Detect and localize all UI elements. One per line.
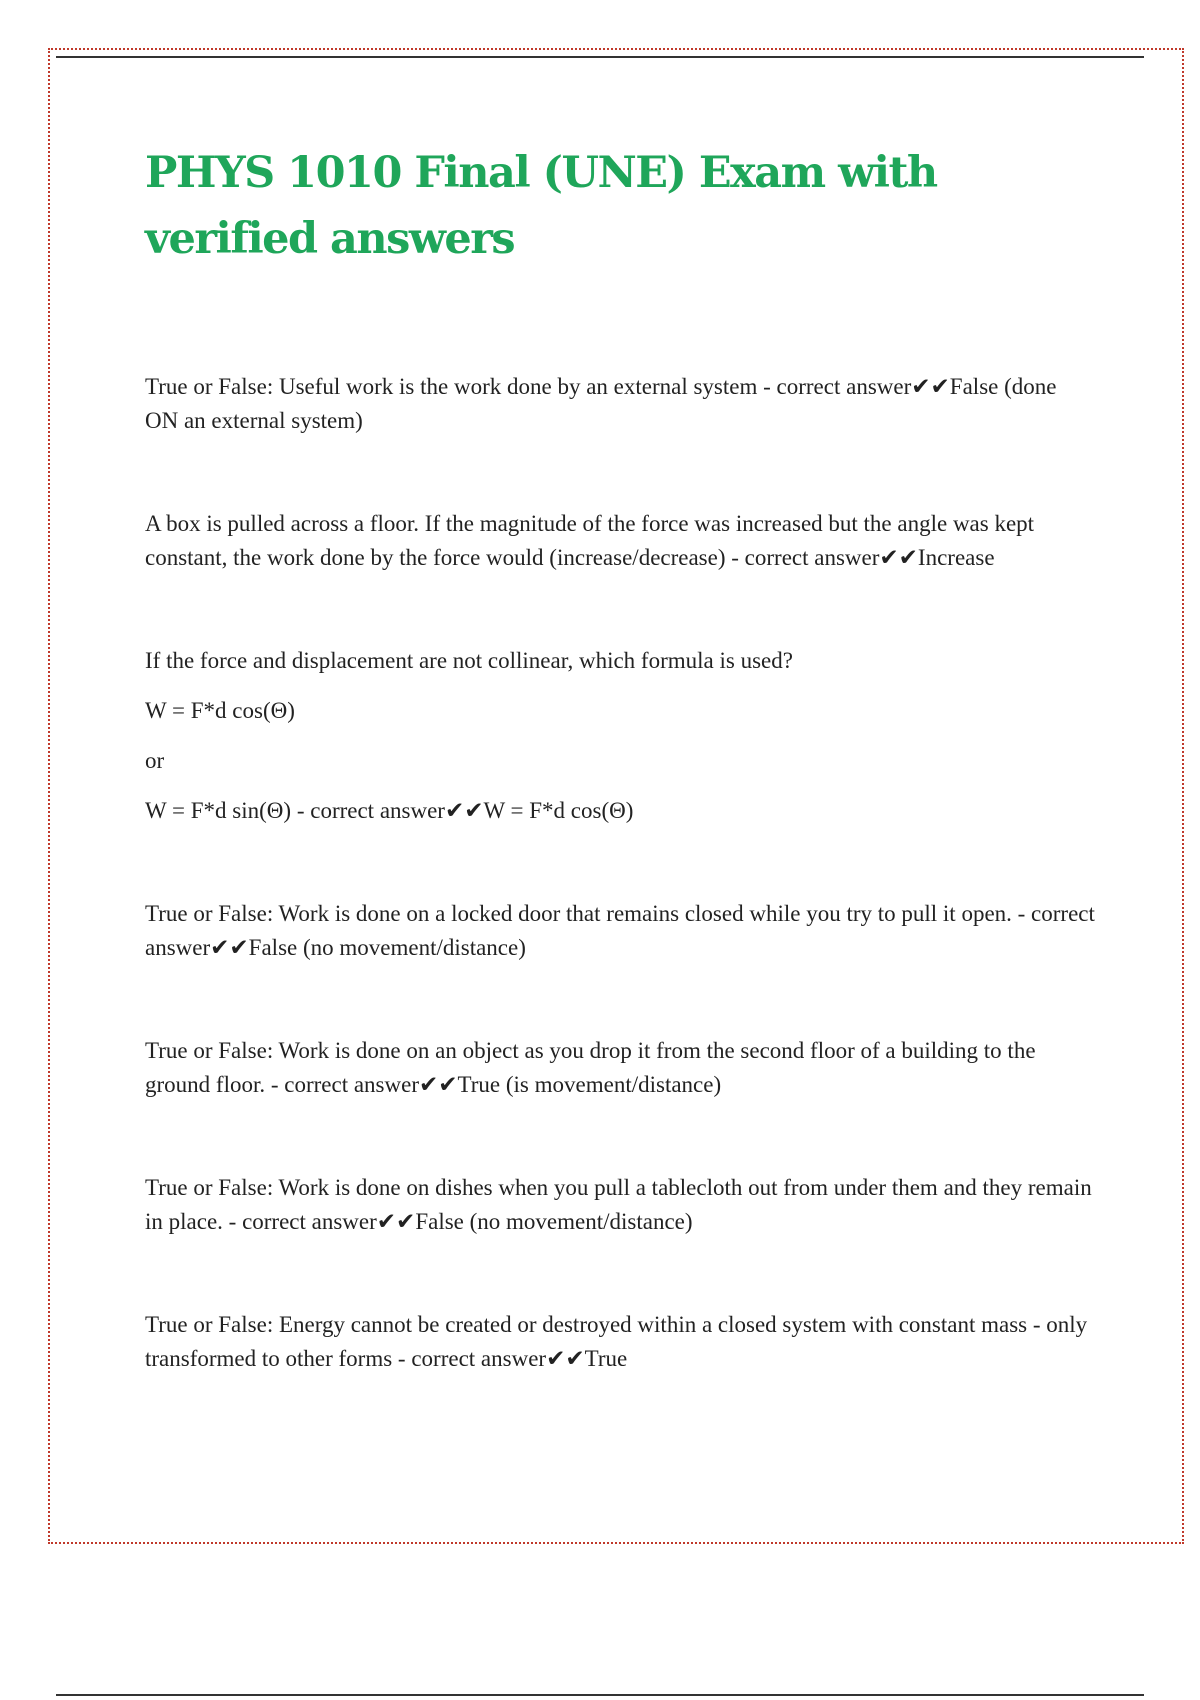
document-body bbox=[145, 140, 1095, 1376]
qa-text: True or False: Work is done on a locked door that remains closed while you try to pull it open. - correct answer✔✔False (no movement/distance) bbox=[145, 901, 1095, 960]
qa-item bbox=[145, 897, 1095, 965]
header-rule bbox=[56, 56, 1144, 58]
qa-formula-line: W = F*d cos(Θ) bbox=[145, 698, 295, 723]
qa-item bbox=[145, 370, 1095, 438]
qa-text: True or False: Energy cannot be created or destroyed within a closed system with constant mass - only transformed to other forms - correct answer✔✔True bbox=[145, 1312, 1088, 1371]
qa-item bbox=[145, 644, 1095, 828]
qa-or-line: or bbox=[145, 748, 165, 773]
qa-text: True or False: Work is done on an object as you drop it from the second floor of a building to the ground floor. - correct answer✔✔True (is movement/distance) bbox=[145, 1038, 1036, 1097]
qa-question-line: If the force and displacement are not collinear, which formula is used? bbox=[145, 648, 793, 673]
qa-item bbox=[145, 1034, 1095, 1102]
qa-item bbox=[145, 1171, 1095, 1239]
footer-rule bbox=[56, 1694, 1144, 1696]
qa-text: A box is pulled across a floor. If the magnitude of the force was increased but the angle was kept constant, the work done by the force would (increase/decrease) - correct answer✔✔Increase bbox=[145, 511, 1035, 570]
qa-item bbox=[145, 507, 1095, 575]
qa-item bbox=[145, 1308, 1095, 1376]
qa-text: True or False: Useful work is the work done by an external system - correct answer✔✔False (done ON an external system) bbox=[145, 374, 1057, 433]
qa-answer-line: W = F*d sin(Θ) - correct answer✔✔W = F*d cos(Θ) bbox=[145, 798, 634, 823]
qa-text: True or False: Work is done on dishes when you pull a tablecloth out from under them and they remain in place. - correct answer✔✔False (no movement/distance) bbox=[145, 1175, 1092, 1234]
document-title: PHYS 1010 Final (UNE) Exam with verified answers bbox=[145, 148, 937, 264]
